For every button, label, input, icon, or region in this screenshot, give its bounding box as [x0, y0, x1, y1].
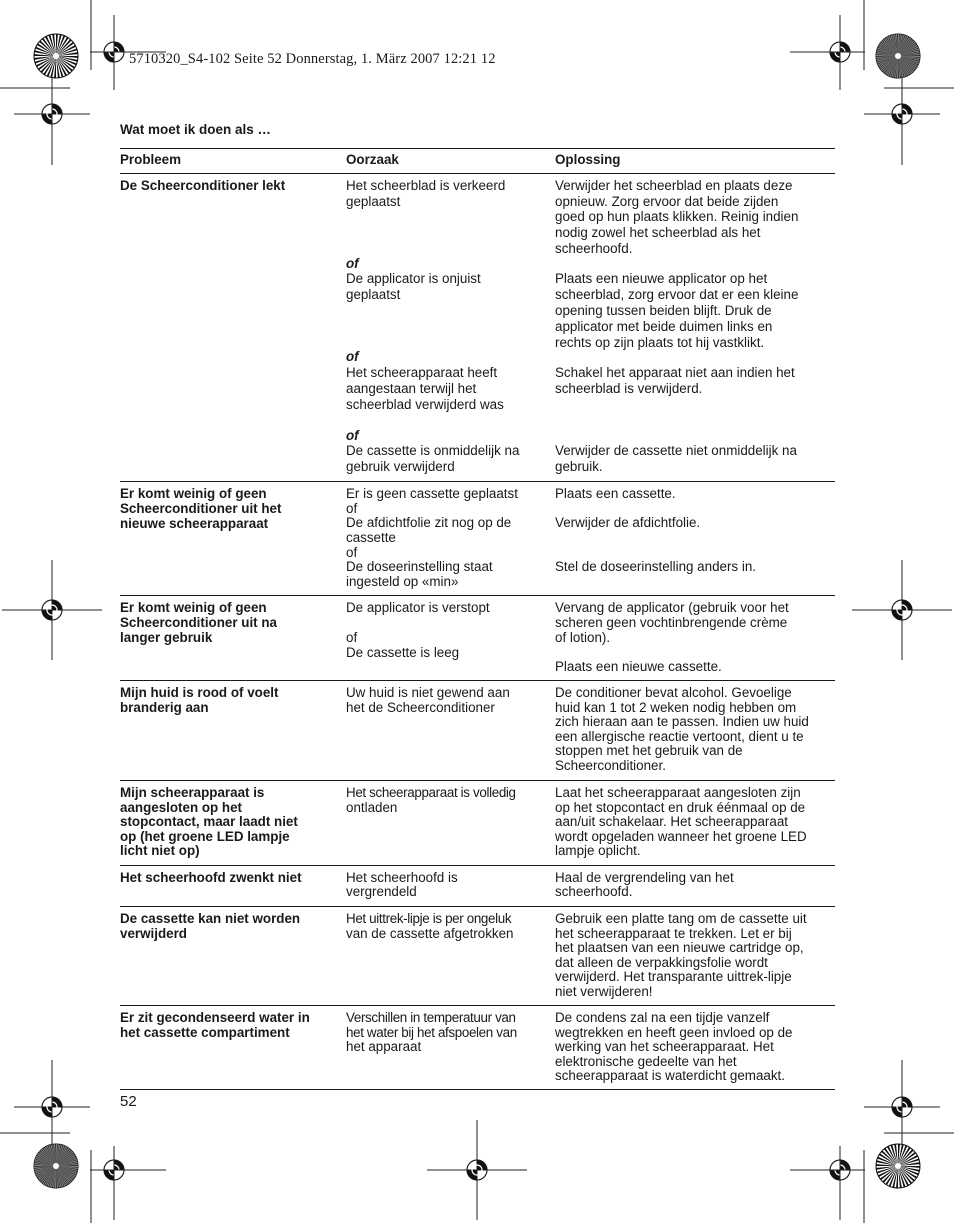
solution-line: Stel de doseerinstelling anders in.	[555, 559, 756, 574]
cause-line: geplaatst	[346, 287, 401, 302]
cause-or-label: of	[346, 545, 358, 560]
problem-line: Mijn scheerapparaat is	[120, 785, 265, 800]
solution-line: Vervang de applicator (gebruik voor het	[555, 600, 789, 615]
column-header-problem: Probleem	[120, 152, 182, 167]
problem-line: Mijn huid is rood of voelt	[120, 685, 279, 700]
cause-line: De applicator is verstopt	[346, 600, 490, 615]
cause-line: De cassette is leeg	[346, 645, 460, 660]
solution-line: De condens zal na een tijdje vanzelf	[555, 1010, 770, 1025]
solution-line: De conditioner bevat alcohol. Gevoelige	[555, 685, 792, 700]
cause-line: het water bij het afspoelen van	[346, 1025, 517, 1040]
solution-line: applicator met beide duimen links en	[555, 319, 773, 334]
cause-line: cassette	[346, 530, 396, 545]
cause-line: Uw huid is niet gewend aan	[346, 685, 510, 700]
solution-line: Gebruik een platte tang om de cassette uit	[555, 911, 807, 926]
problem-line: verwijderd	[120, 926, 187, 941]
cause-line: aangestaan terwijl het	[346, 381, 477, 396]
cause-line: De applicator is onjuist	[346, 271, 481, 286]
cause-line: De cassette is onmiddelijk na	[346, 443, 520, 458]
problem-line: nieuwe scheerapparaat	[120, 516, 269, 531]
solution-line: niet verwijderen!	[555, 984, 653, 999]
solution-line: huid kan 1 tot 2 weken nodig hebben om	[555, 700, 797, 715]
cause-line: Het scheerblad is verkeerd	[346, 178, 506, 193]
table-row	[120, 906, 835, 1005]
solution-line: elektronische gedeelte van het	[555, 1054, 737, 1069]
cause-line: ingesteld op «min»	[346, 574, 459, 589]
cause-line: Het scheerapparaat heeft	[346, 365, 498, 380]
starburst-center	[895, 1163, 901, 1169]
table-row	[120, 680, 835, 780]
solution-line: stoppen met het gebruik van de	[555, 743, 743, 758]
cause-line: Er is geen cassette geplaatst	[346, 486, 518, 501]
solution-line: opnieuw. Zorg ervoor dat beide zijden	[555, 194, 779, 209]
solution-line: Plaats een nieuwe applicator op het	[555, 271, 768, 286]
cause-line: gebruik verwijderd	[346, 459, 455, 474]
table-row	[120, 1005, 835, 1090]
problem-line: licht niet op)	[120, 843, 200, 858]
cause-line: scheerblad verwijderd was	[346, 397, 504, 412]
problem-line: Scheerconditioner uit het	[120, 501, 282, 516]
starburst-center	[895, 53, 901, 59]
column-header-cause: Oorzaak	[346, 152, 399, 167]
solution-line: Verwijder de cassette niet onmiddelijk na	[555, 443, 797, 458]
cause-line: Het uittrek-lipje is per ongeluk	[346, 911, 512, 926]
problem-line: het cassette compartiment	[120, 1025, 290, 1040]
table-row	[120, 780, 835, 865]
solution-line: scheerblad, zorg ervoor dat er een kleine	[555, 287, 799, 302]
table-row	[120, 173, 835, 481]
solution-line: het scheerapparaat te trekken. Let er bij	[555, 926, 792, 941]
solution-line: scheerhoofd.	[555, 884, 633, 899]
problem-line: Het scheerhoofd zwenkt niet	[120, 870, 302, 885]
cause-line: Het scheerapparaat is volledig	[346, 785, 516, 800]
solution-line: rechts op zijn plaats tot hij vastklikt.	[555, 335, 765, 350]
solution-line: of lotion).	[555, 630, 611, 645]
cause-line: vergrendeld	[346, 884, 417, 899]
problem-line: Scheerconditioner uit na	[120, 615, 277, 630]
table-header-row	[120, 148, 835, 173]
table-row	[120, 481, 835, 595]
solution-line: aan/uit schakelaar. Het scheerapparaat	[555, 814, 788, 829]
problem-line: op (het groene LED lampje	[120, 829, 290, 844]
solution-line: Plaats een cassette.	[555, 486, 676, 501]
solution-line: lampje oplicht.	[555, 843, 641, 858]
solution-line: gebruik.	[555, 459, 603, 474]
solution-line: Schakel het apparaat niet aan indien het	[555, 365, 795, 380]
solution-line: wegtrekken en heeft geen invloed op de	[555, 1025, 793, 1040]
cause-line: De doseerinstelling staat	[346, 559, 493, 574]
solution-line: werking van het scheerapparaat. Het	[555, 1039, 774, 1054]
solution-line: wordt opgeladen wanneer het groene LED	[555, 829, 807, 844]
solution-line: scheerapparaat is waterdicht gemaakt.	[555, 1068, 785, 1083]
solution-line: Verwijder de afdichtfolie.	[555, 515, 701, 530]
print-job-header: 5710320_S4-102 Seite 52 Donnerstag, 1. März 2007 12:21 12	[129, 51, 496, 67]
starburst-center	[53, 1163, 59, 1169]
solution-line: Laat het scheerapparaat aangesloten zijn	[555, 785, 801, 800]
solution-line: Verwijder het scheerblad en plaats deze	[555, 178, 793, 193]
solution-line: zich hieraan aan te passen. Indien uw huid	[555, 714, 809, 729]
cause-line: Verschillen in temperatuur van	[346, 1010, 516, 1025]
cause-line: De afdichtfolie zit nog op de	[346, 515, 512, 530]
problem-line: De cassette kan niet worden	[120, 911, 301, 926]
solution-line: goed op hun plaats klikken. Reinig indien	[555, 209, 799, 224]
problem-line: Er komt weinig of geen	[120, 486, 267, 501]
cause-line: ontladen	[346, 800, 398, 815]
table-row	[120, 595, 835, 680]
section-title: Wat moet ik doen als …	[120, 122, 272, 137]
solution-line: nodig zowel het scheerblad als het	[555, 225, 761, 240]
solution-line: Plaats een nieuwe cassette.	[555, 659, 722, 674]
cause-or-label: of	[346, 630, 358, 645]
problem-line: langer gebruik	[120, 630, 213, 645]
solution-line: Haal de vergrendeling van het	[555, 870, 734, 885]
solution-line: dat alleen de verpakkingsfolie wordt	[555, 955, 768, 970]
solution-line: opening tussen beiden blijft. Druk de	[555, 303, 772, 318]
starburst-center	[53, 53, 59, 59]
solution-line: scheren geen vochtinbrengende crème	[555, 615, 788, 630]
troubleshooting-table	[120, 148, 835, 1090]
problem-line: De Scheerconditioner lekt	[120, 178, 286, 193]
problem-line: Er komt weinig of geen	[120, 600, 267, 615]
table-row	[120, 865, 835, 906]
cause-line: het apparaat	[346, 1039, 422, 1054]
solution-line: op het stopcontact en druk éénmaal op de	[555, 800, 806, 815]
problem-line: branderig aan	[120, 700, 209, 715]
page-number: 52	[120, 1093, 137, 1110]
problem-line: stopcontact, maar laadt niet	[120, 814, 298, 829]
problem-line: aangesloten op het	[120, 800, 243, 815]
solution-line: scheerblad is verwijderd.	[555, 381, 703, 396]
cause-or-label: of	[346, 349, 359, 364]
solution-line: het plaatsen van een nieuwe cartridge op,	[555, 940, 804, 955]
solution-line: een allergische reactie vertoont, dient u te	[555, 729, 804, 744]
column-header-solution: Oplossing	[555, 152, 621, 167]
problem-line: Er zit gecondenseerd water in	[120, 1010, 310, 1025]
cause-line: Het scheerhoofd is	[346, 870, 458, 885]
cause-line: van de cassette afgetrokken	[346, 926, 514, 941]
cause-line: het de Scheerconditioner	[346, 700, 495, 715]
solution-line: scheerhoofd.	[555, 241, 633, 256]
solution-line: Scheerconditioner.	[555, 758, 666, 773]
cause-or-label: of	[346, 501, 358, 516]
cause-or-label: of	[346, 256, 359, 271]
cause-or-label: of	[346, 428, 359, 443]
cause-line: geplaatst	[346, 194, 401, 209]
solution-line: verwijderd. Het transparante uittrek-lipje	[555, 969, 792, 984]
